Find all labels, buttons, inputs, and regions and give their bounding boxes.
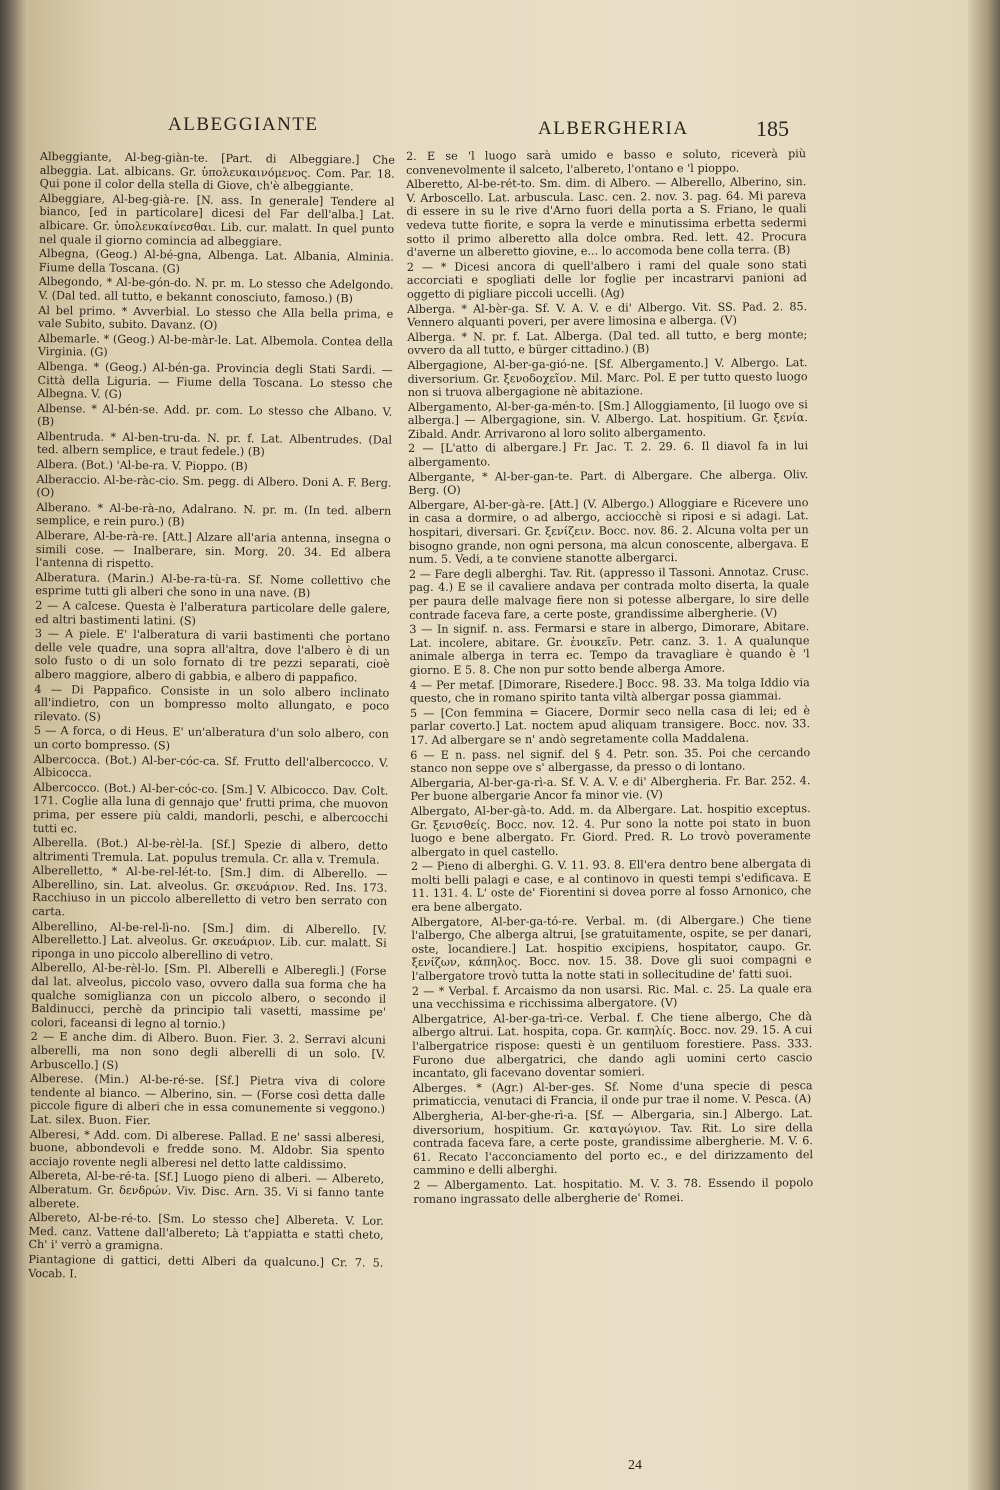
- entry-alberga: Alberga. * Al-bèr-ga. Sf. V. A. V. e di' Albergo. Vit. SS. Pad. 2. 85. Vennero alquanti poveri, per avere limosina e alberga. (V): [407, 299, 808, 330]
- entry-albergare-6: 6 — E n. pass. nel signif. del § 4. Petr. son. 35. Poi che cercando stanco non seppe ove s' albergasse, da presso o di lontano.: [410, 745, 811, 776]
- entry-alberellino: Alberellino, Al-be-rel-lì-no. [Sm.] dim. di Alberello. [V. Alberelletto.] Lat. alveolus. Gr. σκευάριον. Lib. cur. malatt. Si riponga in uno piccolo alberellino di vetro.: [31, 919, 387, 963]
- entry-alberese: Alberese. (Min.) Al-be-ré-se. [Sf.] Pietra viva di colore tendente al bianco. — Alberino, sin. — (Forse così detta dalle piccole figure di alberi che in essa comunemente si veggono.) Lat. silex. Buon. Fier.: [29, 1072, 386, 1128]
- right-running-head: ALBERGHERIA: [538, 118, 689, 139]
- entry-albergare: Albergare, Al-ber-gà-re. [Att.] (V. Albergo.) Alloggiare e Ricevere uno in casa a dormire, o ad albergo, acciocchè si riposi e si adagi. Lat. hospitari, diversari. Gr. ξενίζειν. Bocc. nov. 86. 2. Alcuna volta per un bisogno grande, non ogni persona, ma alcun conoscente, albergava. E num. 5. Vedi, a te conviene stanotte albergarci.: [408, 496, 809, 567]
- page-right-edge: [968, 0, 1000, 1490]
- entry-albergamento: Albergamento, Al-ber-ga-mén-to. [Sm.] Alloggiamento, [il luogo ove si alberga.] — Albergagione, sin. V. Albergo. Lat. hospitium. Gr. ξενία. Zibald. Andr. Arrivarono al loro solito albergamento.: [407, 397, 808, 441]
- entry-alberella: Alberella. (Bot.) Al-be-rèl-la. [Sf.] Spezie di albero, detto altrimenti Tremula. Lat. populus tremula. Cr. alla v. Tremula.: [32, 836, 388, 867]
- entry-albergare-5: 5 — [Con femmina = Giacere, Dormir seco nella casa di lei; ed è parlar coverto.] Lat. noctem apud aliquam transigere. Bocc. nov. 33. 17. Ad albergare se n' andò segretamente colla Maddalena.: [409, 703, 811, 747]
- entry-alberano: Alberano. * Al-be-rà-no, Adalrano. N. pr. m. (In ted. albern semplice, e rein puro.) (B): [36, 500, 392, 529]
- entry-albeggiare: Albeggiare, Al-beg-già-re. [N. ass. In generale] Tendere al bianco, [ed in particolare] dicesi del Far dell'alba.] Lat. albicare. Gr. ὑπολευκαίνεσθαι. Lib. cur. malatt. In quel punto nel quale il giorno comincia ad albeggiare.: [38, 191, 395, 249]
- entry-albergatrice: Albergatrice, Al-ber-ga-trì-ce. Verbal. f. Che tiene albergo, Che dà albergo altrui. Lat. hospita, copa. Gr. καπηλίς. Bocc. nov. 29. 15. A cui l'albergatrice rispose: questi è un gentiluom forestiere. Pass. 333. Furono due albergatrici, che dando agli uomini certo cascio incantato, gli facevano doventar somieri.: [412, 1009, 813, 1081]
- entry-albereta: Albereta, Al-be-ré-ta. [Sf.] Luogo pieno di alberi. — Albereto, Alberatum. Gr. δενδρών. Viv. Disc. Arn. 35. Vi si fanno tante alberete.: [28, 1169, 385, 1211]
- entry-albergheria: Albergheria, Al-ber-ghe-rì-a. [Sf. — Albergaria, sin.] Albergo. Lat. diversorium, hospitium. Gr. καταγώγιον. Tav. Rit. Lo sire della contrada faceva fare, a certe poste, grandissime albergherie. M. V. 6. 61. Recato l'acconciamento del porto ec., e del dirizzamento del cammino e delli alberghi.: [412, 1107, 814, 1178]
- left-column: [28, 150, 395, 1285]
- entry-albegna: Albegna, (Geog.) Al-bé-gna, Albenga. Lat. Albania, Alminia. Fiume della Toscana. (G): [38, 247, 394, 276]
- page-header: [28, 112, 968, 152]
- entry-albentruda: Albentruda. * Al-ben-tru-da. N. pr. f. Lat. Albentrudes. (Dal ted. albern semplice, e traut fedele.) (B): [36, 429, 393, 459]
- entry-albegondo: Albegondo, * Al-be-gón-do. N. pr. m. Lo stesso che Adelgondo. V. (Dal ted. all tutto, e bekannt conosciuto, famoso.) (B): [38, 275, 394, 306]
- entry-alberetto: Alberetto, Al-be-rét-to. Sm. dim. di Albero. — Alberello, Alberino, sin. V. Arboscello. Lat. arbuscula. Lasc. cen. 2. nov. 3. pag. 64. Mi pareva di essere in su le rive d'Arno fuori della porta a S. Friano, le quali vedeva tutte fiorite, e sopra la verde e minutissima erbetta sedermi sotto il primo alberetto alla dolce ombra. Red. lett. 42. Procura d'averne un alberetto giovine, e... lo accomoda bene colla terra. (B): [406, 175, 807, 260]
- entry-albera: Albera. (Bot.) 'Al-be-ra. V. Pioppo. (B): [36, 458, 248, 474]
- entry-alberaccio: Alberaccio. Al-be-ràc-cio. Sm. pegg. di Albero. Doni A. F. Berg. (O): [36, 472, 392, 500]
- entry-alberges: Alberges. * (Agr.) Al-ber-ges. Sf. Nome d'una specie di pesca primaticcia, venutaci di Francia, il onde pur trae il nome. V. Pesca. (A): [412, 1078, 813, 1109]
- entry-alberetto-2: 2 — * Dicesi ancora di quell'albero i rami del quale sono stati accorciati e spogliati delle lor foglie per incastrarvi panioni ad oggetto di pigliare piccoli uccelli. (Ag): [406, 257, 807, 301]
- entry-alberelletto: Alberelletto, * Al-be-rel-lét-to. [Sm.] dim. di Alberello. — Alberellino, sin. Lat. alveolus. Gr. σκευάριον. Red. Ins. 173. Racchiuso in un piccolo alberelletto di vetro ben serrato con carta.: [31, 864, 388, 919]
- entry-alberello: Alberello, Al-be-rèl-lo. [Sm. Pl. Alberelli e Alberegli.] (Forse dal lat. alveolus, piccolo vaso, ovvero dalla sua forma che ha qualche somiglianza con un piccolo albero, o secondo il Baldinucci, perchè da principio tali vasetti, massime pe' colori, faceansi di legno al tornio.): [30, 961, 387, 1031]
- entry-albergare-2: 2 — Fare degli alberghi. Tav. Rit. (appresso il Tassoni. Annotaz. Crusc. pag. 4.) E se il cavaliere andava per contrada molto diserta, la quale per paura delle malvage fiere non si potesse albergare, lo sire delle contrade faceva fare, a certe poste, grandissime albergherie. (V): [408, 565, 810, 622]
- printer-signature: 24: [628, 1458, 642, 1473]
- entry-al-bel-primo: Al bel primo. * Avverbial. Lo stesso che Alla bella prima, e vale Subito, subito. Davanz. (O): [38, 303, 394, 332]
- entry-albereto-2: Piantagione di gattici, detti Alberi da qualcuno.] Cr. 7. 5. Vocab. I.: [28, 1252, 384, 1280]
- entry-albemarle: Albemarle. * (Geog.) Al-be-màr-le. Lat. Albemola. Contea della Virginia. (G): [37, 331, 394, 360]
- entry-alberatura-2: 2 — A calcese. Questa è l'alberatura particolare delle galere, ed altri bastimenti latini. (S): [35, 598, 391, 628]
- book-spine-edge: [0, 0, 28, 1490]
- entry-albergante: Albergante, * Al-ber-gan-te. Part. di Albergare. Che alberga. Oliv. Berg. (O): [408, 467, 809, 498]
- entry-alberesi: Alberesi, * Add. com. Di alberese. Pallad. E ne' sassi alberesi, buone, abbondevoli e fredde sono. M. Aldobr. Sia spento acciajo rovente negli alberesi nel detto latte caldissimo.: [29, 1127, 385, 1172]
- entry-alberare: Alberare, Al-be-rà-re. [Att.] Alzare all'aria antenna, insegna o simili cose. — Inalberare, sin. Morg. 20. 34. Ed albera l'antenna di rispetto.: [35, 529, 392, 571]
- entry-albergato-2: 2 — Pieno di alberghi. G. V. 11. 93. 8. Ell'era dentro bene albergata di molti belli palagi e case, e al continovo in questi tempi s'edificava. E 11. 131. 4. L' oste de' Fiorentini si dovea porre al fosso Arnonico, che era bene albergato.: [410, 857, 812, 915]
- entry-albenga: Albenga. * (Geog.) Al-bén-ga. Provincia degli Stati Sardi. — Città della Liguria. — Fiume della Toscana. Lo stesso che Albegna. V. (G): [37, 359, 393, 401]
- entry-alberello-2: 2 — E anche dim. di Albero. Buon. Fier. 3. 2. Serravi alcuni alberelli, ma non sono degli alberelli di un solo. [V. Arbuscello.] (S): [30, 1030, 386, 1072]
- entry-albergatore-2: 2 — * Verbal. f. Arcaismo da non usarsi. Ric. Mal. c. 25. La quale era una vecchissima e ricchissima albergatore. (V): [411, 981, 812, 1012]
- entry-alberatura: Alberatura. (Marin.) Al-be-ra-tù-ra. Sf. Nome collettivo che esprime tutti gli alberi che sono in una nave. (B): [35, 570, 391, 601]
- entry-albereto: Albereto, Al-be-ré-to. [Sm. Lo stesso che] Albereta. V. Lor. Med. canz. Vattene dall'albereto; Là t'appiatta e stattì cheto, Ch' i' verrò a gramigna.: [28, 1211, 384, 1253]
- left-running-head: ALBEGGIANTE: [168, 114, 319, 135]
- entry-albercocco: Albercocco. (Bot.) Al-ber-cóc-co. [Sm.] V. Albicocco. Dav. Colt. 171. Coglie alla luna di gennajo que' frutti prima, che muovon prima, per essere più caldi, mandorli, peschi, e albercocchi tutti ec.: [32, 780, 389, 835]
- entry-alberatura-5: 5 — A forca, o di Heus. E' un'alberatura d'un solo albero, con un corto bompresso. (S): [33, 724, 389, 753]
- entry-albergare-4: 4 — Per metaf. [Dimorare, Risedere.] Bocc. 98. 33. Ma tolga Iddio via questo, che in romano spirito tanta viltà albergar possa giammai.: [409, 675, 810, 706]
- entry-albercocca: Albercocca. (Bot.) Al-ber-cóc-ca. Sf. Frutto dell'albercocco. V. Albicocca.: [33, 752, 389, 780]
- entry-albergheria-2: 2 — Albergamento. Lat. hospitatio. M. V. 3. 78. Essendo il popolo romano ingrassato delle albergherie de' Romei.: [413, 1176, 814, 1206]
- entry-albense: Albense. * Al-bén-se. Add. pr. com. Lo stesso che Albano. V. (B): [37, 401, 393, 429]
- entry-alberga-name: Alberga. * N. pr. f. Lat. Alberga. (Dal ted. all tutto, e berg monte; ovvero da all tutto, e bürger cittadino.) (B): [407, 327, 808, 358]
- entry-albergaria: Albergaria, Al-ber-ga-rì-a. Sf. V. A. V. e di' Albergheria. Fr. Bar. 252. 4. Per buone albergarie Ancor fa minor vie. (V): [410, 773, 811, 804]
- entry-alberatura-4: 4 — Di Pappafico. Consiste in un solo albero inclinato all'indietro, con un bompresso molto allungato, e poco rilevato. (S): [34, 682, 390, 724]
- entry-albergatore: Albergatore, Al-ber-ga-tó-re. Verbal. m. (di Albergare.) Che tiene l'albergo, Che alberga altrui, [se gratuitamente, ospite, se per danari, oste, locandiere.] Lat. hospitio excipiens, hospitator, caupo. Gr. ξενίζων, κάπηλος. Bocc. nov. 15. 38. Dove gli suoi compagni e l'albergatore trovò tutta la notte stati in sollecitudine de' fatti suoi.: [411, 912, 812, 984]
- entry-albergato: Albergato, Al-ber-gà-to. Add. m. da Albergare. Lat. hospitio exceptus. Gr. ξενισθείς. Bocc. nov. 12. 4. Pur sono la notte poi stato in buon luogo e bene albergato. Fr. Giord. Pred. R. Lo trovò poveramente albergato in quel castello.: [410, 802, 811, 859]
- right-column: [406, 147, 813, 1207]
- entry-continuation: 2. E se 'l luogo sarà umido e basso e soluto, riceverà più convenevolmente il salceto, l'albereto, l'ontano e 'l pioppo.: [406, 147, 807, 177]
- page-number: 185: [756, 116, 789, 141]
- dictionary-page: [28, 0, 968, 1490]
- entry-albeggiante: Albeggiante, Al-beg-giàn-te. [Part. di Albeggiare.] Che albeggia. Lat. albicans. Gr. ὑπολευκαινόμενος. Com. Par. 18. Qui pone il color della stella di Giove, ch'è albeggiante.: [39, 150, 395, 194]
- entry-albergare-3: 3 — In signif. n. ass. Fermarsi e stare in albergo, Dimorare, Abitare. Lat. incolere, abitare. Gr. ἐνοικεῖν. Petr. canz. 3. 1. A qualunque animale alberga in terra ec. Tempo da travagliare è quando è 'l giorno. E 5. 8. Che non pur sotto bende alberga Amore.: [409, 620, 810, 677]
- entry-albergagione: Albergagione, Al-ber-ga-gió-ne. [Sf. Albergamento.] V. Albergo. Lat. diversorium. Gr. ξενοδοχεῖον. Mil. Marc. Pol. E per tutto questo luogo non si truova albergagione nè abitazione.: [407, 356, 808, 400]
- entry-alberatura-3: 3 — A piele. E' l'alberatura di varii bastimenti che portano delle vele quadre, una sopra all'altra, dove l'albero è di un solo fusto o di un solo fornato di tre pezzi separati, cioè albero maggiore, albero di gabbia, e albero di pappafico.: [34, 627, 390, 685]
- entry-albergamento-2: 2 — [L'atto di albergare.] Fr. Jac. T. 2. 29. 6. Il diavol fa in lui albergamento.: [408, 439, 809, 470]
